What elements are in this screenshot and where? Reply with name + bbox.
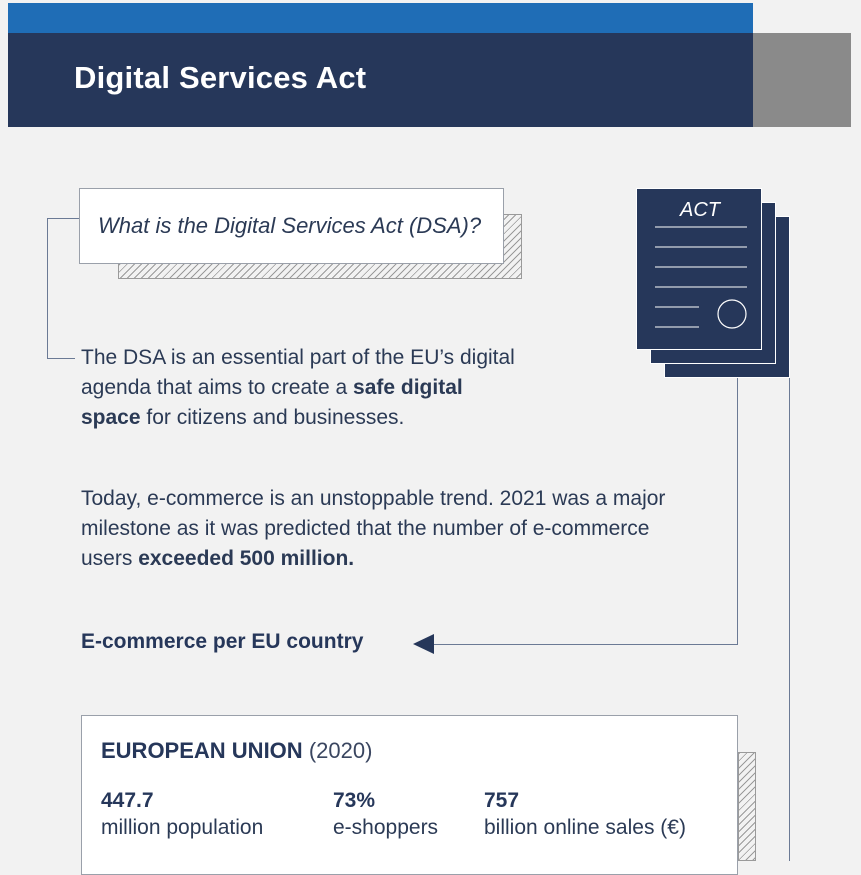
question-text: What is the Digital Services Act (DSA)? — [98, 213, 482, 238]
connector-line — [47, 218, 79, 219]
question-box — [79, 188, 504, 264]
eu-card-year: (2020) — [308, 738, 373, 763]
header-gray-block — [753, 33, 851, 127]
stat-online-sales — [484, 788, 686, 842]
document-lines-icon — [637, 189, 763, 351]
eu-card-shadow — [738, 752, 756, 861]
page-title: Digital Services Act — [74, 60, 367, 95]
connector-line — [737, 378, 738, 645]
connector-line — [47, 358, 75, 359]
stat-value: 757 — [484, 789, 520, 812]
eu-card-title — [101, 738, 372, 764]
eu-stats-card — [81, 715, 738, 875]
stat-e-shoppers — [333, 788, 438, 842]
stat-label: e-shoppers — [333, 816, 439, 839]
section-heading: E-commerce per EU country — [81, 630, 364, 653]
connector-line — [434, 644, 737, 645]
stat-population — [101, 788, 263, 842]
intro-text-2: for citizens and businesses. — [140, 406, 405, 429]
connector-line — [47, 218, 48, 358]
eu-card-name: EUROPEAN UNION — [101, 738, 303, 763]
intro-text-1: The DSA is an essential part of the EU’s digital agenda that aims to create a — [81, 346, 515, 399]
intro-paragraph — [81, 343, 521, 433]
stat-label: billion online sales (€) — [484, 816, 686, 839]
trend-bold-text: exceeded 500 million. — [138, 547, 355, 570]
stat-label: million population — [101, 816, 264, 839]
intro-bold-text: safe digital space — [81, 376, 463, 429]
connector-line — [789, 378, 790, 861]
act-label: ACT — [680, 199, 720, 221]
stat-value: 73% — [333, 789, 376, 812]
top-accent-bar — [8, 3, 753, 33]
act-page-front — [636, 188, 762, 350]
trend-text: Today, e-commerce is an unstoppable trend. 2021 was a major milestone as it was predicted that the number of e-commerce users — [81, 487, 666, 570]
arrow-left-icon — [413, 633, 435, 655]
stat-value: 447.7 — [101, 789, 154, 812]
trend-paragraph — [81, 484, 681, 574]
